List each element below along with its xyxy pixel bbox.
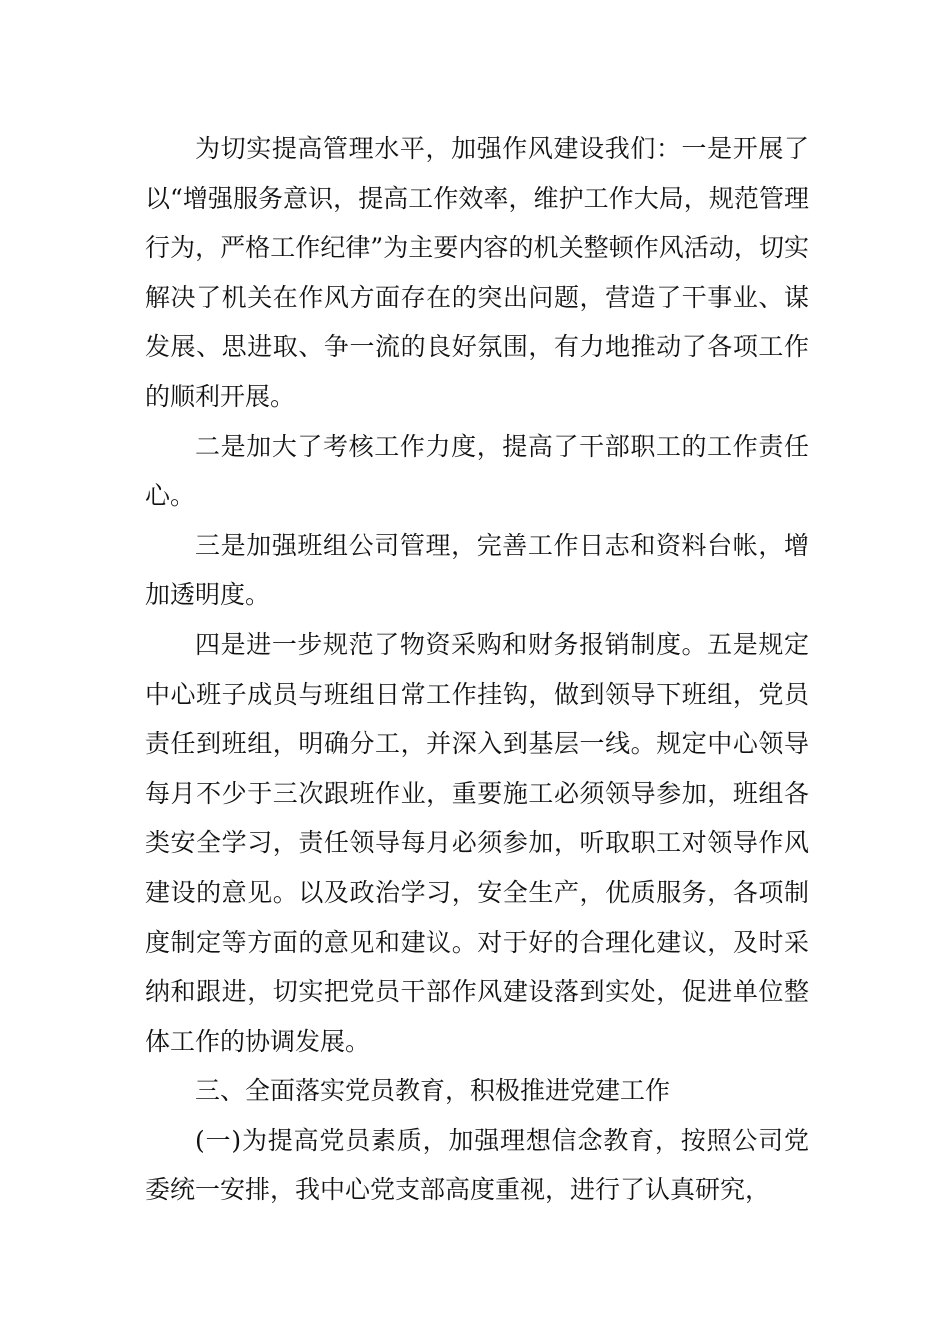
paragraph-team-management: 三是加强班组公司管理，完善工作日志和资料台帐，增加透明度。	[145, 530, 809, 610]
paragraph-work-style: 为切实提高管理水平，加强作风建设我们：一是开展了以“增强服务意识，提高工作效率，维护工作大局，规范管理行为，严格工作纪律”为主要内容的机关整顿作风活动，切实解决了机关在作风方面存在的突出问题，营造了干事业、谋发展、思进取、争一流的良好氛围，有力地推动了各项工作的顺利开展。	[145, 134, 809, 411]
document-body	[145, 124, 809, 1215]
paragraph-party-quality: (一)为提高党员素质，加强理想信念教育，按照公司党委统一安排，我中心党支部高度重视，进行了认真研究，	[145, 1125, 809, 1205]
paragraph-assessment: 二是加大了考核工作力度，提高了干部职工的工作责任心。	[145, 431, 809, 511]
section-heading-party-education: 三、全面落实党员教育，积极推进党建工作	[195, 1076, 671, 1106]
paragraph-procurement: 四是进一步规范了物资采购和财务报销制度。五是规定中心班子成员与班组日常工作挂钩，做到领导下班组，党员责任到班组，明确分工，并深入到基层一线。规定中心领导每月不少于三次跟班作业，重要施工必须领导参加，班组各类安全学习，责任领导每月必须参加，听取职工对领导作风建设的意见。以及政治学习，安全生产，优质服务，各项制度制定等方面的意见和建议。对于好的合理化建议，及时采纳和跟进，切实把党员干部作风建设落到实处，促进单位整体工作的协调发展。	[145, 629, 809, 1056]
